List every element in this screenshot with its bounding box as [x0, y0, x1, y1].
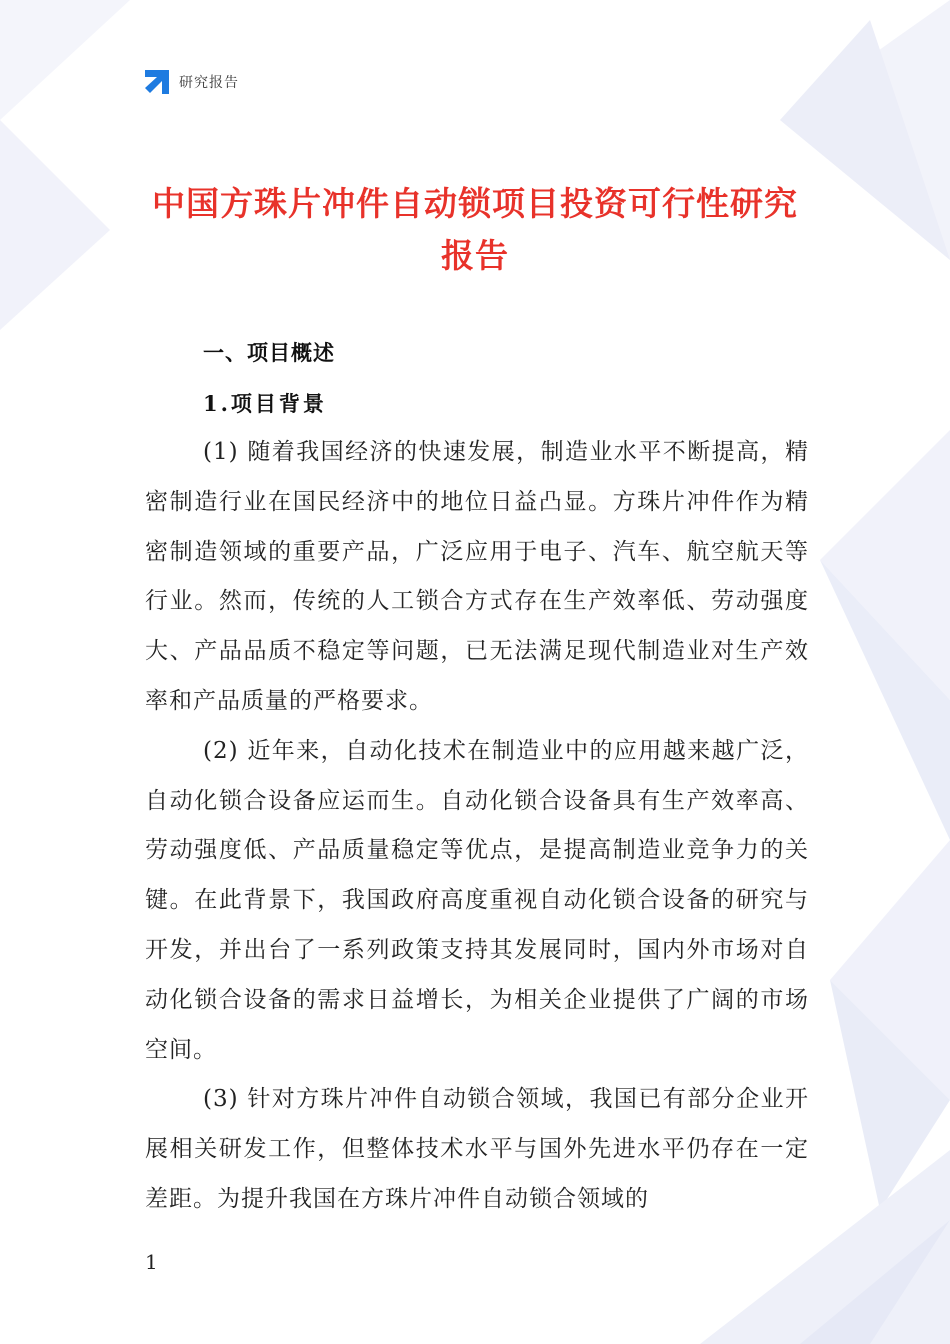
document-body — [145, 428, 809, 1225]
paragraph-1: (1) 随着我国经济的快速发展，制造业水平不断提高，精密制造行业在国民经济中的地位日益凸显。方珠片冲件作为精密制造领域的重要产品，广泛应用于电子、汽车、航空航天等行业。然而，传统的人工锁合方式存在生产效率低、劳动强度大、产品品质不稳定等问题，已无法满足现代制造业对生产效率和产品质量的严格要求。 — [145, 439, 809, 714]
header-label: 研究报告 — [179, 75, 239, 91]
arrow-logo-icon — [143, 68, 171, 96]
document-title: 中国方珠片冲件自动锁项目投资可行性研究报告 — [152, 184, 798, 275]
paragraph-3: (3) 针对方珠片冲件自动锁合领域，我国已有部分企业开展相关研发工作，但整体技术水平与国外先进水平仍存在一定差距。为提升我国在方珠片冲件自动锁合领域的 — [145, 1086, 809, 1212]
sub-heading: 1.项目背景 — [203, 391, 327, 416]
page-number: 1 — [145, 1250, 158, 1274]
section-heading: 一、项目概述 — [203, 341, 335, 365]
page-header — [143, 68, 239, 96]
paragraph-2: (2) 近年来，自动化技术在制造业中的应用越来越广泛，自动化锁合设备应运而生。自动化锁合设备具有生产效率高、劳动强度低、产品质量稳定等优点，是提高制造业竞争力的关键。在此背景下，我国政府高度重视自动化锁合设备的研究与开发，并出台了一系列政策支持其发展同时，国内外市场对自动化锁合设备的需求日益增长，为相关企业提供了广阔的市场空间。 — [145, 737, 809, 1063]
